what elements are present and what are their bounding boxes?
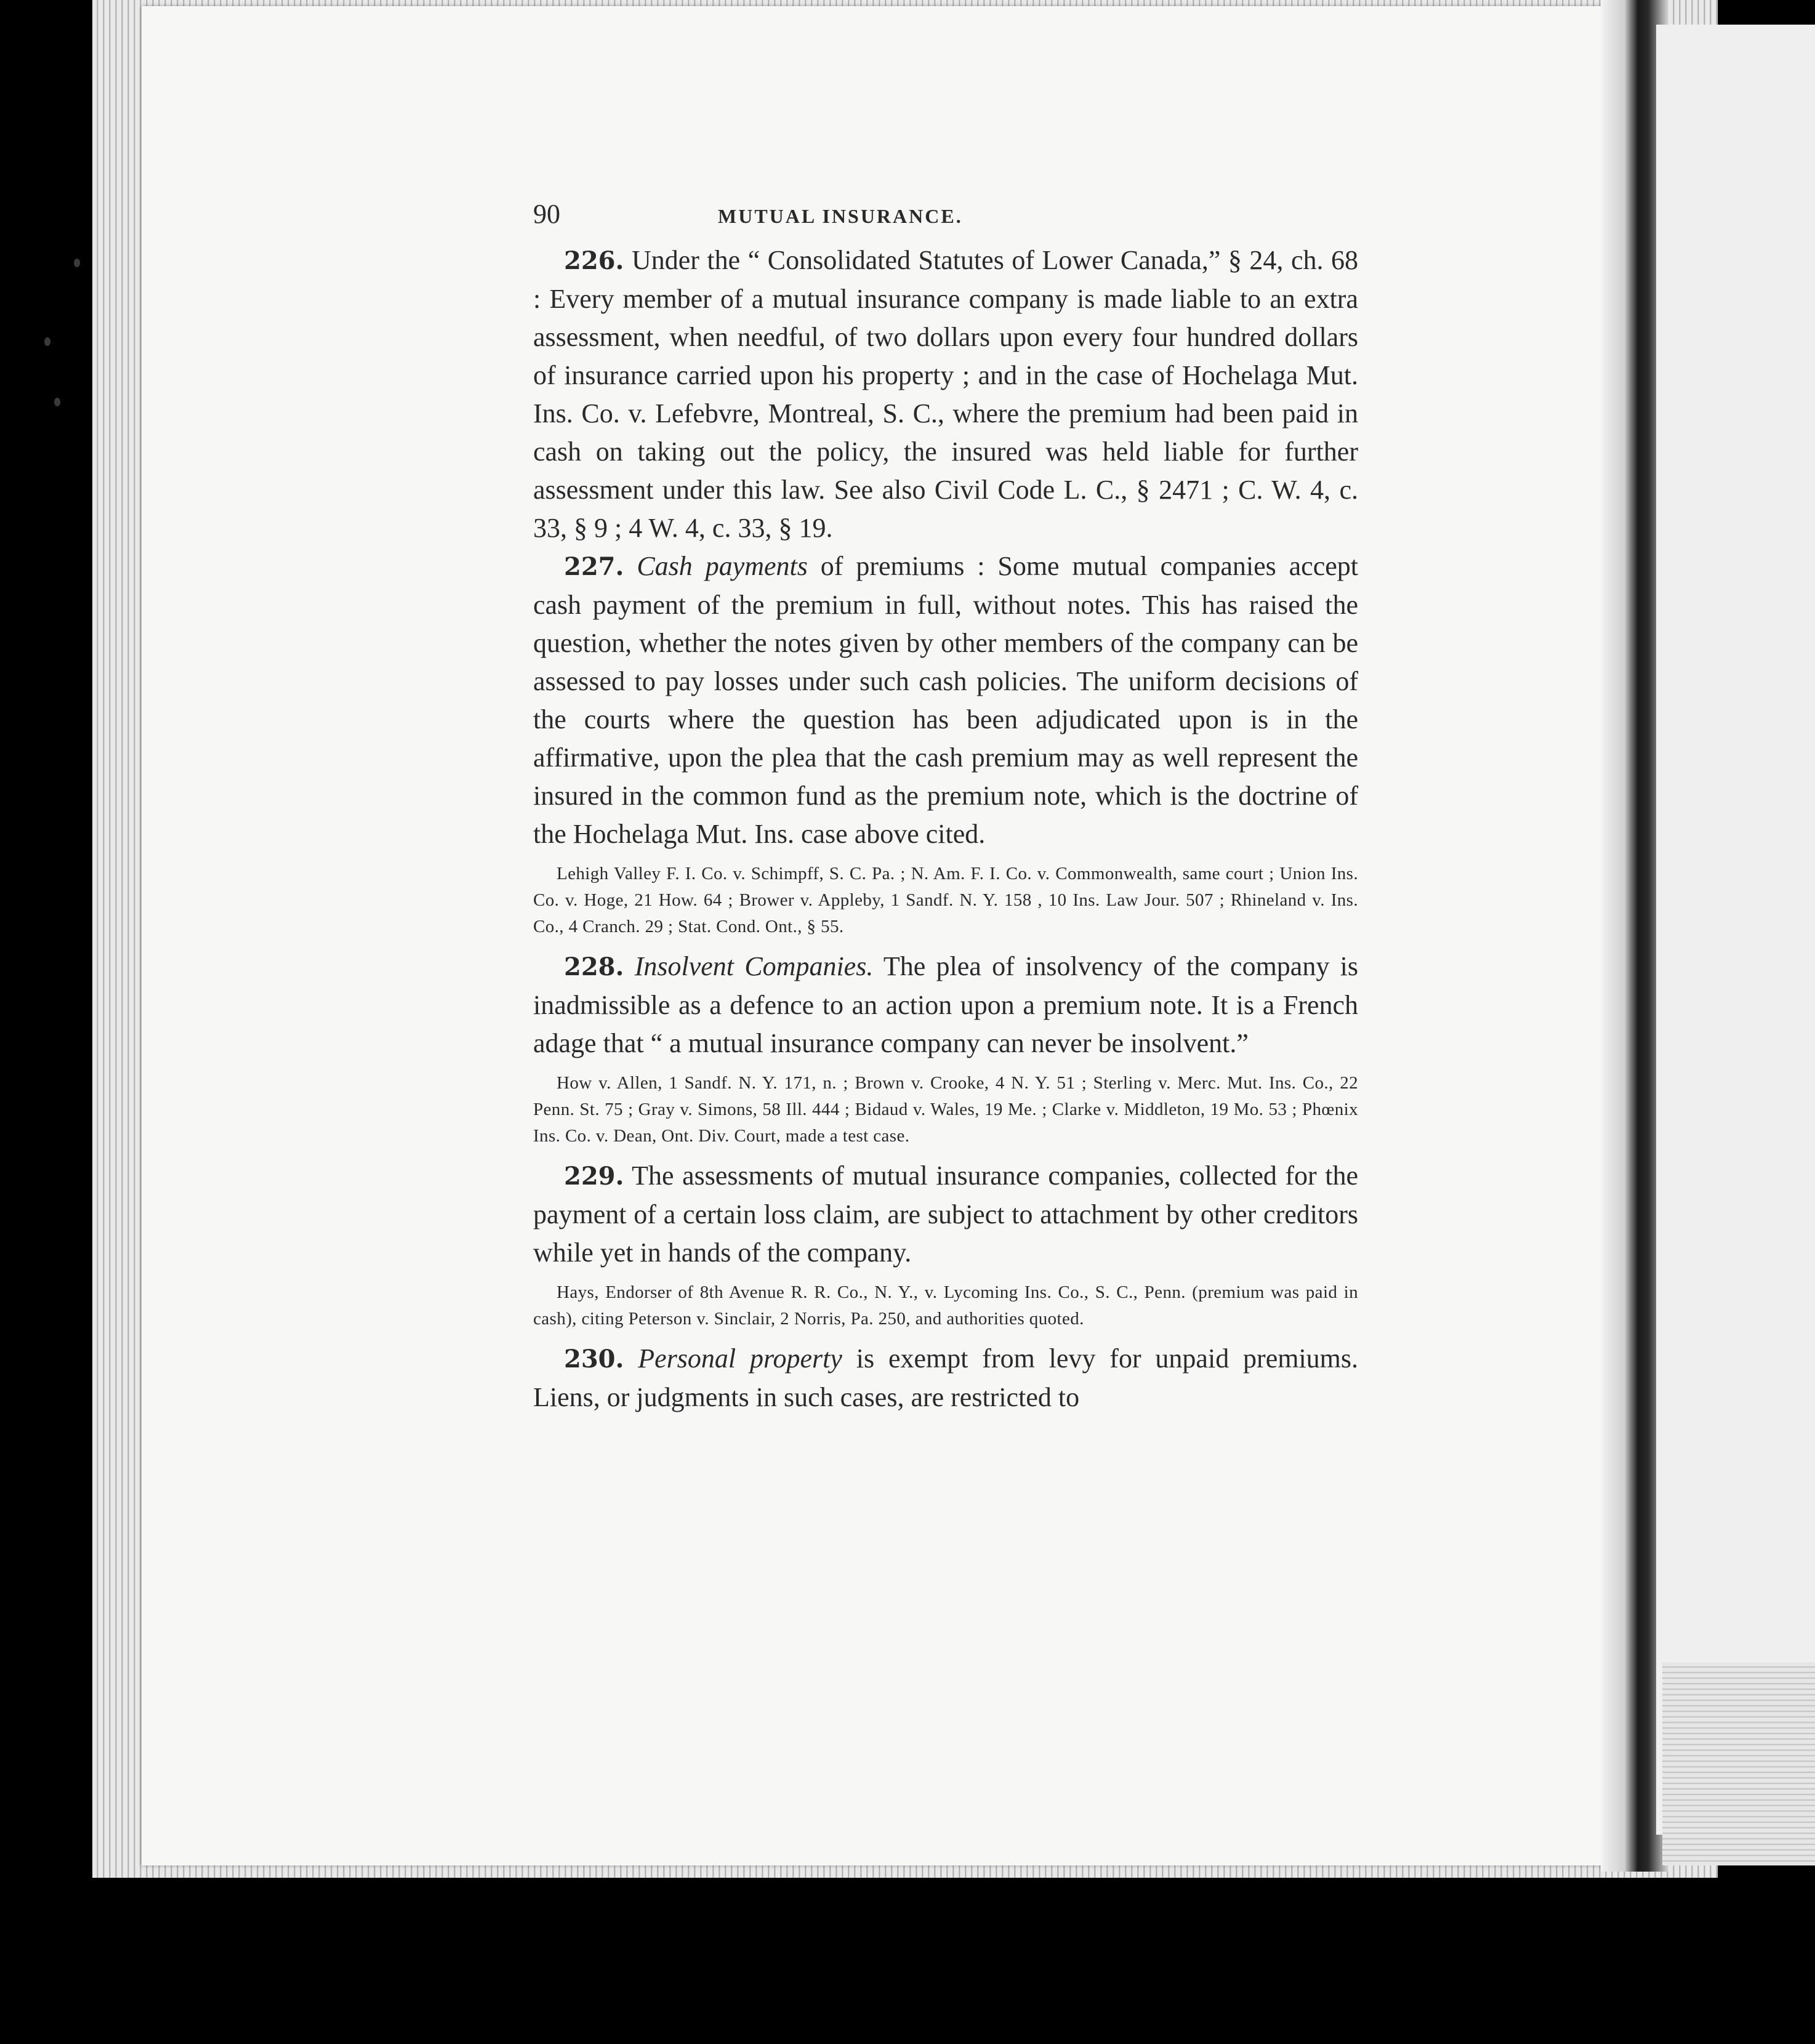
section-text: The plea of insolvency of the company is inadmissible as a defence to an action upon a premium note. It is a French adage that “ a mutual insurance company can never be insolvent.” bbox=[533, 951, 1358, 1058]
section-text: Under the “ Consolidated Statutes of Lower Canada,” § 24, ch. 68 : Every member of a mutual insurance company is made liable to an extra assessment, when needful, of two dollars upon every four hundred dollars of insurance carried upon his property ; and in the case of Hochelaga Mut. Ins. Co. v. Lefebvre, Montreal, S. C., where the premium had been paid in cash on taking out the policy, the insured was held liable for further assessment under this law. See also Civil Code L. C., § 2471 ; C. W. 4, c. 33, § 9 ; 4 W. 4, c. 33, § 19. bbox=[533, 245, 1359, 543]
section-text: of premiums : Some mutual companies accept cash payment of the premium in full, without notes. This has raised the question, whether the notes given by other members of the company can be assessed to pay losses under such cash policies. The uniform decisions of the courts where the question has been adjudicated upon is in the affirmative, upon the plea that the cash premium may as well represent the insured in the common fund as the premium note, which is the doctrine of the Hochelaga Mut. Ins. case above cited. bbox=[533, 551, 1358, 849]
dust-speck bbox=[44, 337, 50, 346]
running-title: MUTUAL INSURANCE. bbox=[718, 205, 963, 227]
section-lead: Insolvent Companies. bbox=[634, 951, 874, 981]
section-text: is exempt from levy for unpaid premiums. Liens, or judgments in such cases, are restricted to bbox=[533, 1343, 1359, 1412]
section-230 bbox=[533, 1340, 1358, 1417]
section-227 bbox=[533, 547, 1358, 853]
dust-speck bbox=[54, 398, 60, 406]
section-number: 229. bbox=[564, 1162, 624, 1191]
running-head bbox=[533, 198, 1358, 241]
facing-page bbox=[1656, 25, 1815, 1835]
facing-page-edges bbox=[1662, 1662, 1815, 1865]
page-number: 90 bbox=[533, 199, 560, 229]
section-226 bbox=[533, 241, 1358, 547]
section-228 bbox=[533, 948, 1358, 1063]
section-number: 230. bbox=[564, 1345, 624, 1374]
page-text bbox=[533, 198, 1358, 1417]
section-number: 227. bbox=[564, 552, 624, 581]
section-229 bbox=[533, 1157, 1358, 1272]
dust-speck bbox=[74, 259, 80, 267]
section-text: The assessments of mutual insurance companies, collected for the payment of a certain loss claim, are subject to attachment by other creditors while yet in hands of the company. bbox=[533, 1161, 1358, 1268]
section-number: 228. bbox=[564, 952, 624, 981]
citation-note-229: Hays, Endorser of 8th Avenue R. R. Co., N. Y., v. Lycoming Ins. Co., S. C., Penn. (premium was paid in cash), citing Peterson v. Sinclair, 2 Norris, Pa. 250, and authorities quoted. bbox=[533, 1282, 1358, 1329]
section-number: 226. bbox=[564, 246, 624, 275]
citation-note-227: Lehigh Valley F. I. Co. v. Schimpff, S. C. Pa. ; N. Am. F. I. Co. v. Commonwealth, same court ; Union Ins. Co. v. Hoge, 21 How. 64 ; Brower v. Appleby, 1 Sandf. N. Y. 158 , 10 Ins. Law Jour. 507 ; Rhineland v. Ins. Co., 4 Cranch. 29 ; Stat. Cond. Ont., § 55. bbox=[533, 864, 1358, 936]
section-lead: Personal property bbox=[638, 1343, 842, 1374]
citation-note-228: How v. Allen, 1 Sandf. N. Y. 171, n. ; Brown v. Crooke, 4 N. Y. 51 ; Sterling v. Merc. Mut. Ins. Co., 22 Penn. St. 75 ; Gray v. Simons, 58 Ill. 444 ; Bidaud v. Wales, 19 Me. ; Clarke v. Middleton, 19 Mo. 53 ; Phœnix Ins. Co. v. Dean, Ont. Div. Court, made a test case. bbox=[533, 1073, 1358, 1146]
section-lead: Cash payments bbox=[637, 551, 808, 581]
